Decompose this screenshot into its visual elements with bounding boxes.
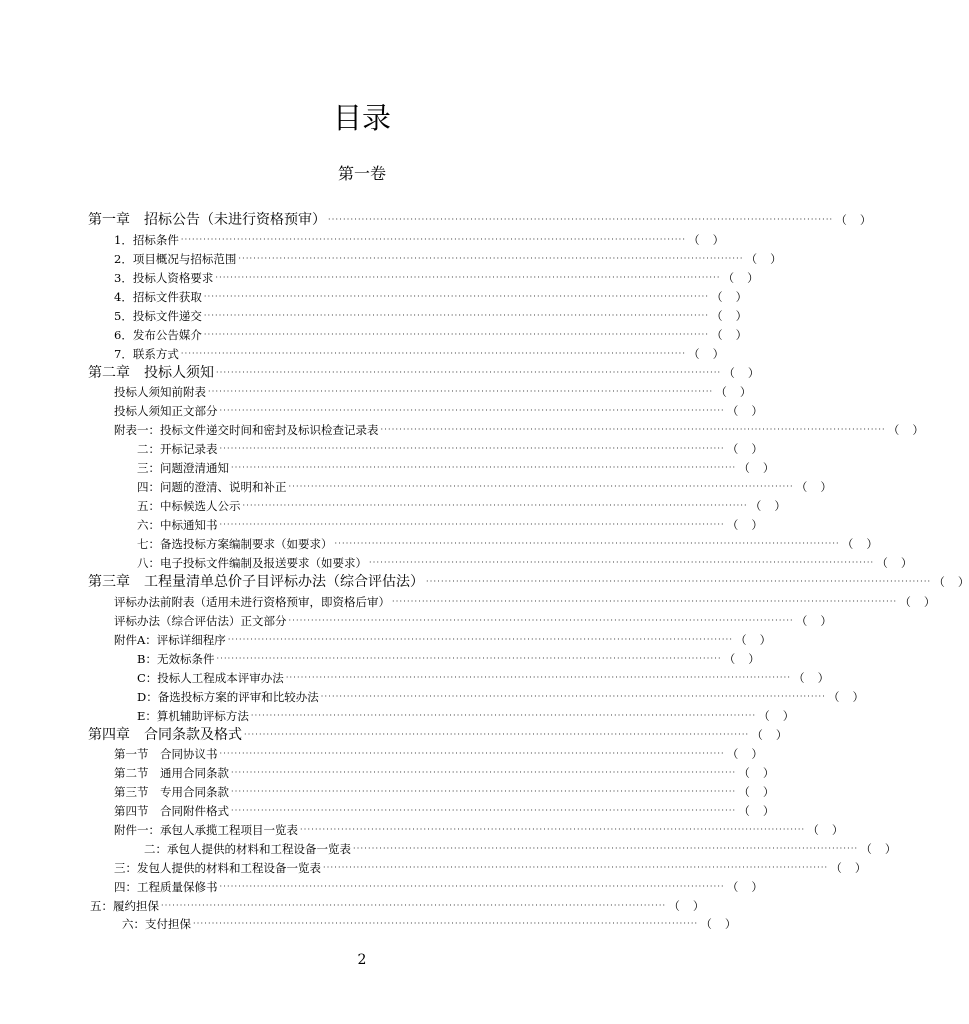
toc-entry[interactable]: [137, 650, 760, 668]
page-ref: （ ）: [711, 309, 748, 323]
toc-entry-text: 二：承包人提供的材料和工程设备一览表: [144, 842, 351, 856]
dot-leader: ·······································································································································: [203, 330, 710, 339]
dot-leader: ·······································································································································: [203, 292, 710, 301]
toc-entry-text: 第一节 合同协议书: [114, 747, 218, 761]
dot-leader: ·······································································································································: [334, 539, 840, 548]
page-ref: （ ）: [735, 633, 772, 647]
page-ref: （ ）: [876, 556, 913, 570]
toc-entry-text: 投标人须知前附表: [114, 385, 206, 399]
page-ref: （ ）: [726, 442, 763, 456]
toc-entry-text: E：算机辅助评标方法: [137, 709, 249, 723]
dot-leader: ·······································································································································: [242, 501, 748, 510]
toc-entry-text: 1．招标条件: [114, 233, 179, 247]
toc-entry[interactable]: [137, 688, 865, 706]
dot-leader: ·······································································································································: [216, 654, 722, 663]
toc-entry[interactable]: [114, 612, 832, 630]
toc-entry[interactable]: [137, 440, 763, 458]
dot-leader: ·······································································································································: [216, 368, 722, 377]
page-ref: （ ）: [793, 671, 830, 685]
toc-entry[interactable]: [114, 307, 748, 325]
dot-leader: ·······································································································································: [353, 844, 859, 853]
toc-entry[interactable]: [137, 554, 913, 572]
page-ref: （ ）: [933, 575, 969, 589]
toc-entry-text: 附件一：承包人承揽工程项目一览表: [114, 823, 298, 837]
toc-entry-text: D：备选投标方案的评审和比较办法: [137, 690, 319, 704]
toc-entry[interactable]: [114, 745, 763, 763]
toc-entry-text: 4．招标文件获取: [114, 290, 202, 304]
toc-entry[interactable]: [144, 840, 897, 858]
dot-leader: ·······································································································································: [231, 787, 737, 796]
dot-leader: ·······································································································································: [231, 463, 737, 472]
page-title: 目录: [332, 101, 391, 135]
toc-entry-text: 三：问题澄清通知: [137, 461, 229, 475]
dot-leader: ·······································································································································: [219, 444, 725, 453]
toc-entry-text: 六：支付担保: [122, 917, 191, 931]
toc-entry-text: 第二节 通用合同条款: [114, 766, 229, 780]
toc-entry-text: C：投标人工程成本评审办法: [137, 671, 284, 685]
page-ref: （ ）: [738, 804, 775, 818]
dot-leader: ·······································································································································: [250, 711, 757, 720]
dot-leader: ·······································································································································: [380, 425, 886, 434]
page-ref: （ ）: [807, 823, 844, 837]
toc-entry[interactable]: [114, 326, 748, 344]
toc-entry-text: 五：履约担保: [90, 899, 159, 913]
toc-entry[interactable]: [114, 859, 867, 877]
dot-leader: ·······································································································································: [219, 749, 725, 758]
page-ref: （ ）: [830, 861, 867, 875]
page-ref: （ ）: [751, 728, 788, 742]
page-ref: （ ）: [723, 652, 760, 666]
page-ref: （ ）: [723, 366, 760, 380]
page-ref: （ ）: [828, 690, 865, 704]
dot-leader: ·······································································································································: [244, 730, 750, 739]
dot-leader: ·······································································································································: [203, 311, 710, 320]
dot-leader: ·······································································································································: [161, 901, 667, 910]
page-ref: （ ）: [700, 917, 737, 931]
toc-entry[interactable]: [114, 593, 936, 611]
dot-leader: ·······································································································································: [227, 635, 734, 644]
toc-entry-text: 2．项目概况与招标范围: [114, 252, 237, 266]
toc-entry-text: 第三章 工程量清单总价子目评标办法（综合评估法）: [88, 574, 424, 590]
page-ref: （ ）: [835, 213, 872, 227]
page-ref: （ ）: [887, 423, 924, 437]
page-ref: （ ）: [738, 766, 775, 780]
toc-entry[interactable]: [114, 421, 924, 439]
toc-entry-text: 评标办法前附表（适用未进行资格预审，即资格后审）: [114, 595, 390, 609]
toc-entry-text: 评标办法（综合评估法）正文部分: [114, 614, 287, 628]
toc-entry[interactable]: [114, 764, 775, 782]
page-ref: （ ）: [795, 480, 832, 494]
toc-entry[interactable]: [114, 802, 775, 820]
page-ref: （ ）: [688, 233, 725, 247]
toc-entry[interactable]: [114, 878, 763, 896]
dot-leader: ·······································································································································: [328, 215, 834, 224]
toc-entry-text: 投标人须知正文部分: [114, 404, 218, 418]
page-ref: （ ）: [726, 404, 763, 418]
page-ref: （ ）: [688, 347, 725, 361]
toc-entry-text: 四：问题的澄清、说明和补正: [137, 480, 287, 494]
toc-entry-text: 第三节 专用合同条款: [114, 785, 229, 799]
toc-entry[interactable]: [137, 516, 763, 534]
toc-entry-chapter-3[interactable]: [88, 573, 969, 591]
toc-entry-text: 7．联系方式: [114, 347, 179, 361]
page-ref: （ ）: [711, 290, 748, 304]
toc-entry-text: 附件A：评标详细程序: [114, 633, 226, 647]
toc-entry[interactable]: [90, 897, 705, 915]
toc-entry-text: 附表一：投标文件递交时间和密封及标识检查记录表: [114, 423, 379, 437]
dot-leader: ·······································································································································: [219, 520, 725, 529]
toc-entry[interactable]: [114, 269, 759, 287]
toc-entry-chapter-1[interactable]: [88, 211, 872, 229]
page-ref: （ ）: [738, 785, 775, 799]
toc-entry[interactable]: [137, 497, 786, 515]
toc-entry-text: 三：发包人提供的材料和工程设备一览表: [114, 861, 321, 875]
toc-entry-text: 第一章 招标公告（未进行资格预审）: [88, 212, 326, 228]
toc-entry[interactable]: [114, 288, 748, 306]
page-ref: （ ）: [738, 461, 775, 475]
dot-leader: ·······································································································································: [180, 349, 687, 358]
page-ref: （ ）: [841, 537, 878, 551]
page-ref: （ ）: [726, 747, 763, 761]
dot-leader: ·······································································································································: [285, 673, 792, 682]
toc-entry[interactable]: [122, 915, 737, 933]
dot-leader: ·······································································································································: [231, 768, 737, 777]
toc-entry-text: 3．投标人资格要求: [114, 271, 214, 285]
page-ref: （ ）: [668, 899, 705, 913]
toc-entry-text: 6．发布公告媒介: [114, 328, 202, 342]
dot-leader: ·······································································································································: [320, 692, 827, 701]
toc-entry[interactable]: [137, 707, 795, 725]
dot-leader: ·······································································································································: [323, 863, 829, 872]
toc-entry-text: 5．投标文件递交: [114, 309, 202, 323]
dot-leader: ·······································································································································: [426, 577, 932, 586]
toc-entry-chapter-2[interactable]: [88, 364, 760, 382]
page-ref: （ ）: [899, 595, 936, 609]
page-ref: （ ）: [749, 499, 786, 513]
toc-entry[interactable]: [137, 478, 832, 496]
dot-leader: ·······································································································································: [238, 254, 744, 263]
dot-leader: ·······································································································································: [193, 919, 699, 928]
toc-entry[interactable]: [114, 821, 844, 839]
toc-entry[interactable]: [114, 631, 772, 649]
toc-entry[interactable]: [114, 402, 763, 420]
toc-entry-text: 四：工程质量保修书: [114, 880, 218, 894]
dot-leader: ·······································································································································: [288, 482, 794, 491]
volume-subtitle: 第一卷: [337, 164, 386, 183]
toc-entry[interactable]: [114, 783, 775, 801]
dot-leader: ·······································································································································: [392, 597, 898, 606]
dot-leader: ·······································································································································: [208, 387, 714, 396]
page-number: 2: [357, 952, 367, 968]
page-ref: （ ）: [715, 385, 752, 399]
page-ref: （ ）: [758, 709, 795, 723]
toc-entry-text: 六：中标通知书: [137, 518, 218, 532]
toc-entry-chapter-4[interactable]: [88, 726, 788, 744]
page-ref: （ ）: [745, 252, 782, 266]
dot-leader: ·······································································································································: [369, 558, 875, 567]
toc-entry-text: 第二章 投标人须知: [88, 365, 214, 381]
toc-entry[interactable]: [114, 250, 782, 268]
toc-entry[interactable]: [114, 383, 752, 401]
page-ref: （ ）: [711, 328, 748, 342]
dot-leader: ·······································································································································: [300, 825, 806, 834]
dot-leader: ·······································································································································: [219, 882, 725, 891]
toc-entry-text: B：无效标条件: [137, 652, 215, 666]
page-ref: （ ）: [726, 518, 763, 532]
dot-leader: ·······································································································································: [288, 616, 794, 625]
page-ref: （ ）: [795, 614, 832, 628]
toc-entry[interactable]: [114, 231, 725, 249]
toc-entry-text: 二：开标记录表: [137, 442, 218, 456]
toc-entry[interactable]: [137, 669, 830, 687]
toc-entry-text: 五：中标候选人公示: [137, 499, 241, 513]
toc-entry[interactable]: [114, 345, 725, 363]
dot-leader: ·······································································································································: [215, 273, 721, 282]
page-ref: （ ）: [860, 842, 897, 856]
page-ref: （ ）: [722, 271, 759, 285]
toc-entry[interactable]: [137, 535, 878, 553]
toc-entry-text: 七：备选投标方案编制要求（如要求）: [137, 537, 333, 551]
toc-entry-text: 第四节 合同附件格式: [114, 804, 229, 818]
toc-entry-text: 八：电子投标文件编制及报送要求（如要求）: [137, 556, 367, 570]
toc-entry[interactable]: [137, 459, 775, 477]
page-ref: （ ）: [726, 880, 763, 894]
dot-leader: ·······································································································································: [219, 406, 725, 415]
dot-leader: ·······································································································································: [231, 806, 737, 815]
toc-entry-text: 第四章 合同条款及格式: [88, 727, 242, 743]
dot-leader: ·······································································································································: [180, 235, 687, 244]
